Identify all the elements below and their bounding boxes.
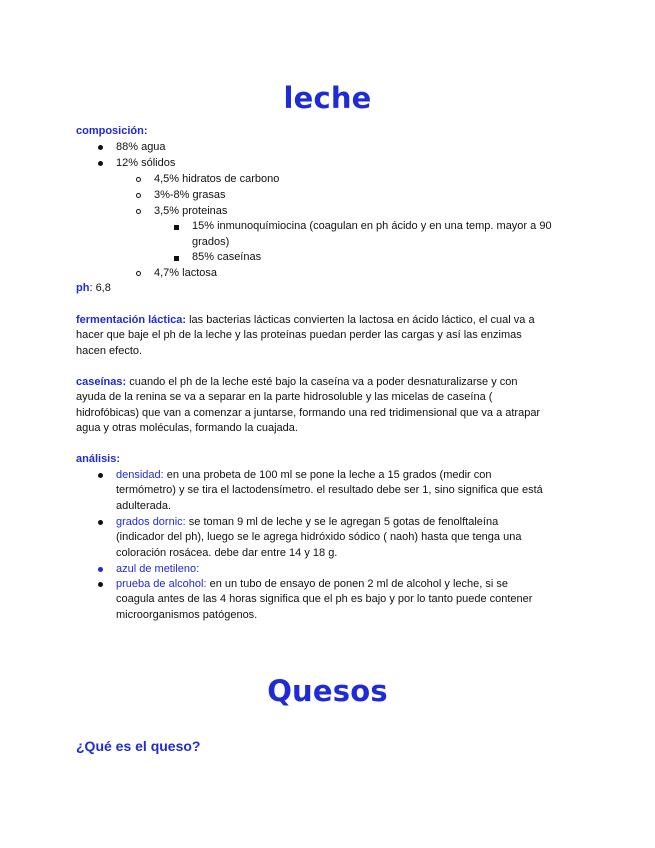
alcohol-text1: en un tubo de ensayo de ponen 2 ml de alcohol y leche, si se	[206, 578, 509, 590]
bullet-circle	[136, 177, 141, 182]
bullet-disc	[98, 161, 103, 166]
metileno-label: azul de metileno:	[116, 563, 200, 575]
question-heading: ¿Qué es el queso?	[76, 738, 201, 754]
dornic-line1	[116, 514, 498, 530]
caseinas-line2: ayuda de la renina se va a separar en la parte hidrosoluble y las micelas de caseína (	[76, 391, 493, 403]
ph-line	[76, 280, 111, 296]
alcohol-label: prueba de alcohol:	[116, 578, 207, 590]
bullet-circle	[136, 271, 141, 276]
caseinas-line4: agua y otras moléculas, formando la cuajada.	[76, 422, 298, 434]
ph-label: ph	[76, 282, 90, 294]
bullet-square	[174, 256, 179, 261]
densidad-line2: termómetro) y se tira el lactodensímetro. el resultado debe ser 1, sino significa que está	[116, 484, 543, 496]
fermentacion-line2: hacer que baje el ph de la leche y las proteínas puedan perder las cargas y así las enzimas	[76, 329, 522, 341]
caseinas-line3: hidrofóbicas) que van a comenzar a juntarse, formando una red tridimensional que va a atrapar	[76, 407, 541, 419]
list-item-solidos: 12% sólidos	[116, 157, 176, 169]
densidad-text1: en una probeta de 100 ml se pone la leche a 15 grados (medir con	[163, 469, 492, 481]
list-item-hidratos: 4,5% hidratos de carbono	[154, 173, 280, 185]
densidad-label: densidad:	[116, 469, 164, 481]
list-item-lactosa: 4,7% lactosa	[154, 267, 217, 279]
fermentacion-label: fermentación láctica:	[76, 314, 187, 326]
alcohol-line2: coagula antes de las 4 horas significa que el ph es bajo y por lo tanto puede contener	[116, 593, 533, 605]
bullet-disc	[98, 473, 103, 478]
fermentacion-line3: hacen efecto.	[76, 345, 143, 357]
bullet-disc	[98, 145, 103, 150]
list-item-agua: 88% agua	[116, 141, 166, 153]
list-item-inmuno-line2: grados)	[192, 236, 230, 248]
list-item-proteinas: 3,5% proteinas	[154, 205, 228, 217]
title-quesos: Quesos	[267, 674, 388, 708]
dornic-line3: coloración rosácea. debe dar entre 14 y 18 g.	[116, 547, 338, 559]
densidad-line3: adulterada.	[116, 500, 172, 512]
list-item-grasas: 3%-8% grasas	[154, 189, 226, 201]
bullet-disc	[98, 520, 103, 525]
list-item-inmuno-line1: 15% inmunoquímiocina (coagulan en ph ácido y en una temp. mayor a 90	[192, 220, 552, 232]
bullet-circle	[136, 193, 141, 198]
dornic-label: grados dornic:	[116, 516, 186, 528]
fermentacion-line1	[76, 312, 535, 328]
bullet-disc	[98, 582, 103, 587]
bullet-circle	[136, 209, 141, 214]
alcohol-line1	[116, 576, 508, 592]
fermentacion-text1: las bacterias lácticas convierten la lactosa en ácido láctico, el cual va a	[186, 314, 535, 326]
title-leche: leche	[283, 81, 372, 115]
caseinas-label: caseínas:	[76, 376, 127, 388]
caseinas-line1	[76, 374, 518, 390]
composicion-label: composición:	[76, 125, 148, 137]
dornic-text1: se toman 9 ml de leche y se le agregan 5 gotas de fenolftaleína	[185, 516, 499, 528]
densidad-line1	[116, 467, 492, 483]
dornic-line2: (indicador del ph), luego se le agrega hidróxido sódico ( naoh) hasta que tenga una	[116, 531, 522, 543]
ph-value: : 6,8	[89, 282, 111, 294]
caseinas-text1: cuando el ph de la leche esté bajo la caseína va a poder desnaturalizarse y con	[126, 376, 518, 388]
bullet-disc	[98, 567, 103, 572]
bullet-square	[174, 225, 179, 230]
list-item-caseinas: 85% caseínas	[192, 251, 262, 263]
alcohol-line3: microorganismos patógenos.	[116, 609, 258, 621]
analisis-label: análisis:	[76, 453, 121, 465]
